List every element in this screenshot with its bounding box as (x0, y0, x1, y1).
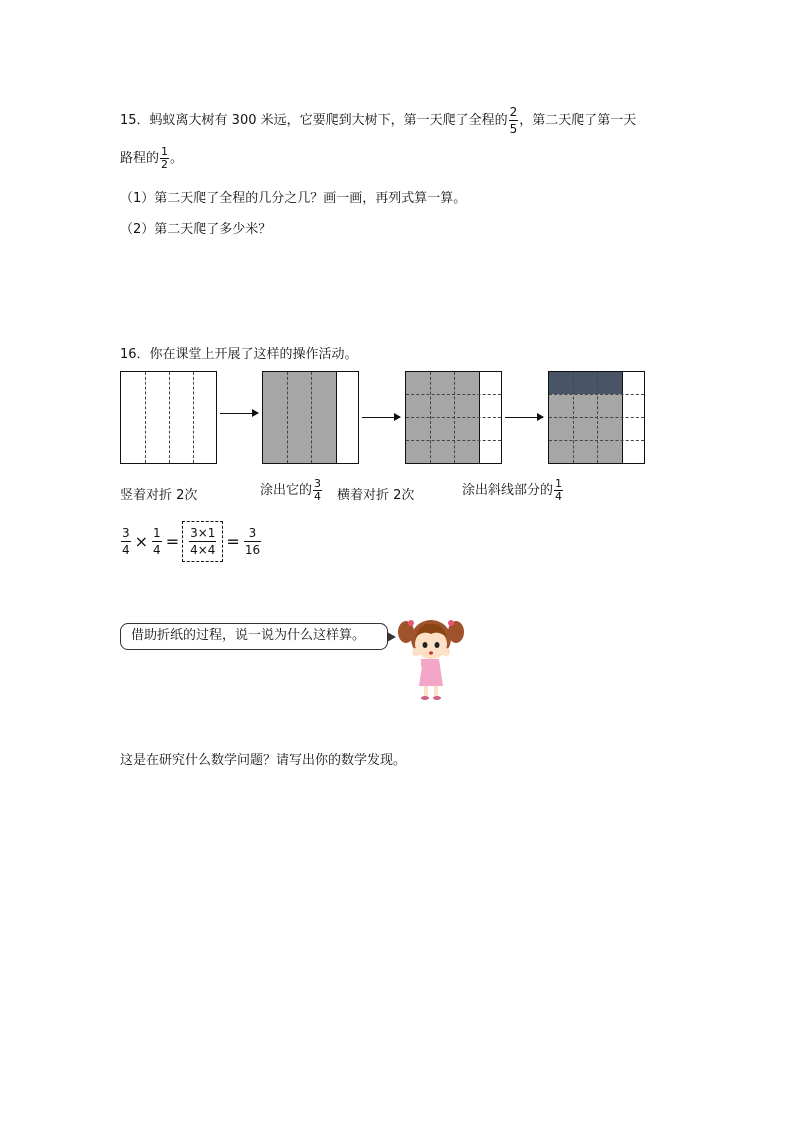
fraction-one-quarter: $\frac{1}{4}$ (555, 477, 563, 503)
speech-bubble: 借助折纸的过程，说一说为什么这样算。 (120, 623, 388, 650)
fold-line (193, 372, 194, 463)
fraction-two-fifths: $\frac{2}{5}$ (509, 105, 518, 136)
fraction-result: $\frac{3}{16}$ (244, 525, 261, 557)
arrow-icon (220, 413, 258, 414)
caption-fold-horizontal: 横着对折 2次 (337, 488, 415, 503)
paper-fold-vertical (120, 371, 217, 464)
fold-line (406, 440, 501, 441)
q15-text-d: 。 (170, 151, 184, 166)
fold-line (145, 372, 146, 463)
fold-line (406, 417, 501, 418)
fold-line (549, 394, 644, 395)
q15-text-c: 路程的 (120, 151, 160, 166)
fraction-b: $\frac{1}{4}$ (153, 525, 161, 557)
caption-fold-vertical: 竖着对折 2次 (120, 488, 198, 503)
equals-sign: = (165, 531, 180, 551)
q15-sub2: （2）第二天爬了多少米？ (120, 222, 272, 237)
boxed-fraction: $\frac{3\times 1}{4\times 4}$ (182, 521, 223, 562)
fraction-three-quarters: $\frac{3}{4}$ (314, 477, 322, 503)
shaded-area (549, 394, 622, 463)
times-sign: × (134, 531, 149, 551)
fold-line (549, 440, 644, 441)
q15-text-a: 蚂蚁离大树有 300 米远，它要爬到大树下，第一天爬了全程的 (149, 113, 508, 128)
equation (120, 520, 262, 562)
fraction-a: $\frac{3}{4}$ (122, 525, 130, 557)
arrow-icon (362, 417, 400, 418)
fold-line (169, 372, 170, 463)
fold-line (311, 372, 312, 463)
hatched-area (549, 372, 622, 394)
q16-intro: 16．你在课堂上开展了这样的操作活动。 (120, 347, 358, 362)
fraction-one-half: $\frac{1}{2}$ (161, 145, 169, 171)
paper-hatched-quarter (548, 371, 645, 464)
fold-line (406, 394, 501, 395)
girl-illustration (397, 612, 465, 700)
q15-line2 (120, 145, 183, 173)
fold-line (287, 372, 288, 463)
q15-sub1: （1）第二天爬了全程的几分之几？画一画，再列式算一算。 (120, 191, 467, 206)
caption-hatch: 涂出斜线部分的 $\frac{1}{4}$ (462, 477, 563, 503)
fold-line (549, 417, 644, 418)
caption-shade: 涂出它的 $\frac{3}{4}$ (260, 477, 322, 503)
divider-line (336, 372, 337, 463)
q15-line1 (120, 104, 636, 134)
shaded-area (263, 372, 336, 463)
arrow-icon (505, 417, 543, 418)
q15-number: 15． (120, 113, 150, 128)
paper-fold-horizontal (405, 371, 502, 464)
paper-shaded-three-quarters (262, 371, 359, 464)
q16-question: 这是在研究什么数学问题？请写出你的数学发现。 (120, 753, 407, 768)
equals-sign: = (226, 531, 240, 551)
q15-text-b: ，第二天爬了第一天 (519, 113, 637, 128)
